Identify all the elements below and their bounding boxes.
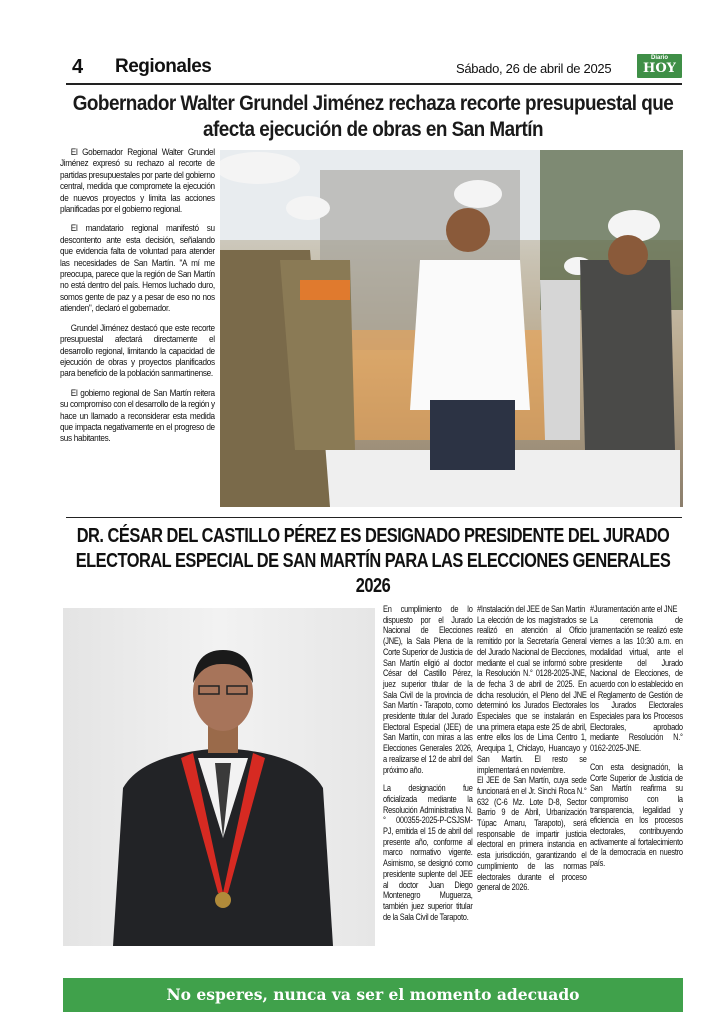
paragraph: En cumplimiento de lo dispuesto por el Jurado Nacional de Elecciones (JNE), la Sala Plena de la Corte Superior de Justicia de San Martín eligió al doctor César del Castillo Pérez, juez superior titular de la Sala Civil de la provincia de San Martín - Tarapoto, como presidente titular del Jurado Electoral Especial (JEE) de San Martín, con miras a las Elecciones Generales 2026, a realizarse el 12 de abril del próximo año. — [383, 604, 473, 775]
section-title: Regionales — [115, 56, 212, 77]
article1-photo — [220, 150, 683, 507]
issue-date: Sábado, 26 de abril de 2025 — [456, 61, 612, 76]
paragraph: Grundel Jiménez destacó que este recorte presupuestal afectará directamente el desarrollo regional, limitando la capacidad de ejecución de obras y proyectos planificados para beneficio de la población sanmartinense. — [60, 322, 215, 379]
logo-main: HOY — [643, 61, 676, 76]
paragraph: El Gobernador Regional Walter Grundel Jiménez expresó su rechazo al recorte de partidas presupuestales por parte del gobierno central, medida que compromete la ejecución de nuevos proyectos y limita las acciones planificadas por el gobierno regional. — [60, 147, 215, 215]
article-divider — [66, 517, 682, 518]
article2-column-2 — [477, 604, 587, 893]
header-divider — [66, 83, 682, 85]
subheading: #Juramentación ante el JNE — [590, 604, 678, 614]
paragraph: El mandatario regional manifestó su descontento ante esta decisión, señalando que evidencia falta de voluntad para atender las necesidades de San Martín. "A mí me preocupa, parece que la región de San Martín no está dentro del país. Hemos luchado duro, somos gente de paz y a pesar de eso no nos atienden", declaró el gobernador. — [60, 223, 215, 314]
subheading: #Instalación del JEE de San Martín — [477, 604, 586, 614]
article2-headline: DR. CÉSAR DEL CASTILLO PÉREZ ES DESIGNADO PRESIDENTE DEL JURADO ELECTORAL ESPECIAL DE SAN MARTÍN PARA LAS ELECCIONES GENERALES 2026 — [75, 525, 671, 597]
page-number: 4 — [72, 56, 84, 78]
paragraph: El gobierno regional de San Martín reitera su compromiso con el desarrollo de la región y hace un llamado a reconsiderar esta medida que impacta negativamente en el progreso de sus habitantes. — [60, 387, 215, 444]
article2-portrait-photo — [63, 608, 375, 946]
paragraph: Con esta designación, la Corte Superior de Justicia de San Martín reafirma su compromiso con la transparencia, legalidad y eficiencia en los procesos electorales, contribuyendo activamente al fortalecimiento de la democracia en nuestro país. — [590, 761, 683, 869]
logo-top: Diario — [650, 55, 668, 61]
newspaper-logo — [637, 54, 682, 78]
paragraph: La designación fue oficializada mediante la Resolución Administrativa N.° 000355-2025-P-CSJSM-PJ, emitida el 15 de abril del presente año, conforme al marco normativo vigente. Asimismo, se designó como presidente suplente del JEE al doctor Juan Diego Montenegro Muguerza, también juez superior titular de la Sala Civil de Tarapoto. — [383, 783, 473, 922]
article1-headline: Gobernador Walter Grundel Jiménez rechaza recorte presupuestal que afecta ejecución de obras en San Martín — [72, 91, 674, 141]
article2-column-3 — [590, 604, 683, 869]
paragraph: La ceremonia de juramentación se realizó este viernes a las 10:30 a.m. en modalidad virtual, ante el presidente del Jurado Nacional de Elecciones, de acuerdo con lo establecido en el Reglamento de Gestión de los Jurados Electorales Especiales para los Procesos Electorales, aprobado mediante Resolución N.° 0162-2025-JNE. — [590, 614, 683, 754]
article1-body — [60, 147, 215, 453]
slogan-banner: No esperes, nunca va ser el momento adecuado — [63, 978, 683, 1012]
article2-column-1 — [383, 604, 473, 922]
paragraph: La elección de los magistrados se realizó en atención al Oficio remitido por la Secretaría General del Jurado Nacional de Elecciones, mediante el cual se informó sobre la Resolución N.° 0128-2025-JNE, de fecha 3 de abril de 2025. En dicha resolución, el Pleno del JNE determinó los Jurados Electorales Especiales que se instalarán en una primera etapa este 25 de abril, entre ellos los de Lima Centro 1, Arequipa 1, Chiclayo, Huancayo y San Martín. El resto se implementará en noviembre. — [477, 614, 587, 775]
paragraph: El JEE de San Martín, cuya sede funcionará en el Jr. Sinchi Roca N.° 632 (C-6 Mz. Lote D-8, Sector Barrio 9 de Abril, Urbanización Túpac Amaru, Tarapoto), será responsable de impartir justicia electoral en primera instancia en esta jurisdicción, garantizando el cumplimiento de las normas electorales durante el proceso general de 2026. — [477, 775, 587, 893]
